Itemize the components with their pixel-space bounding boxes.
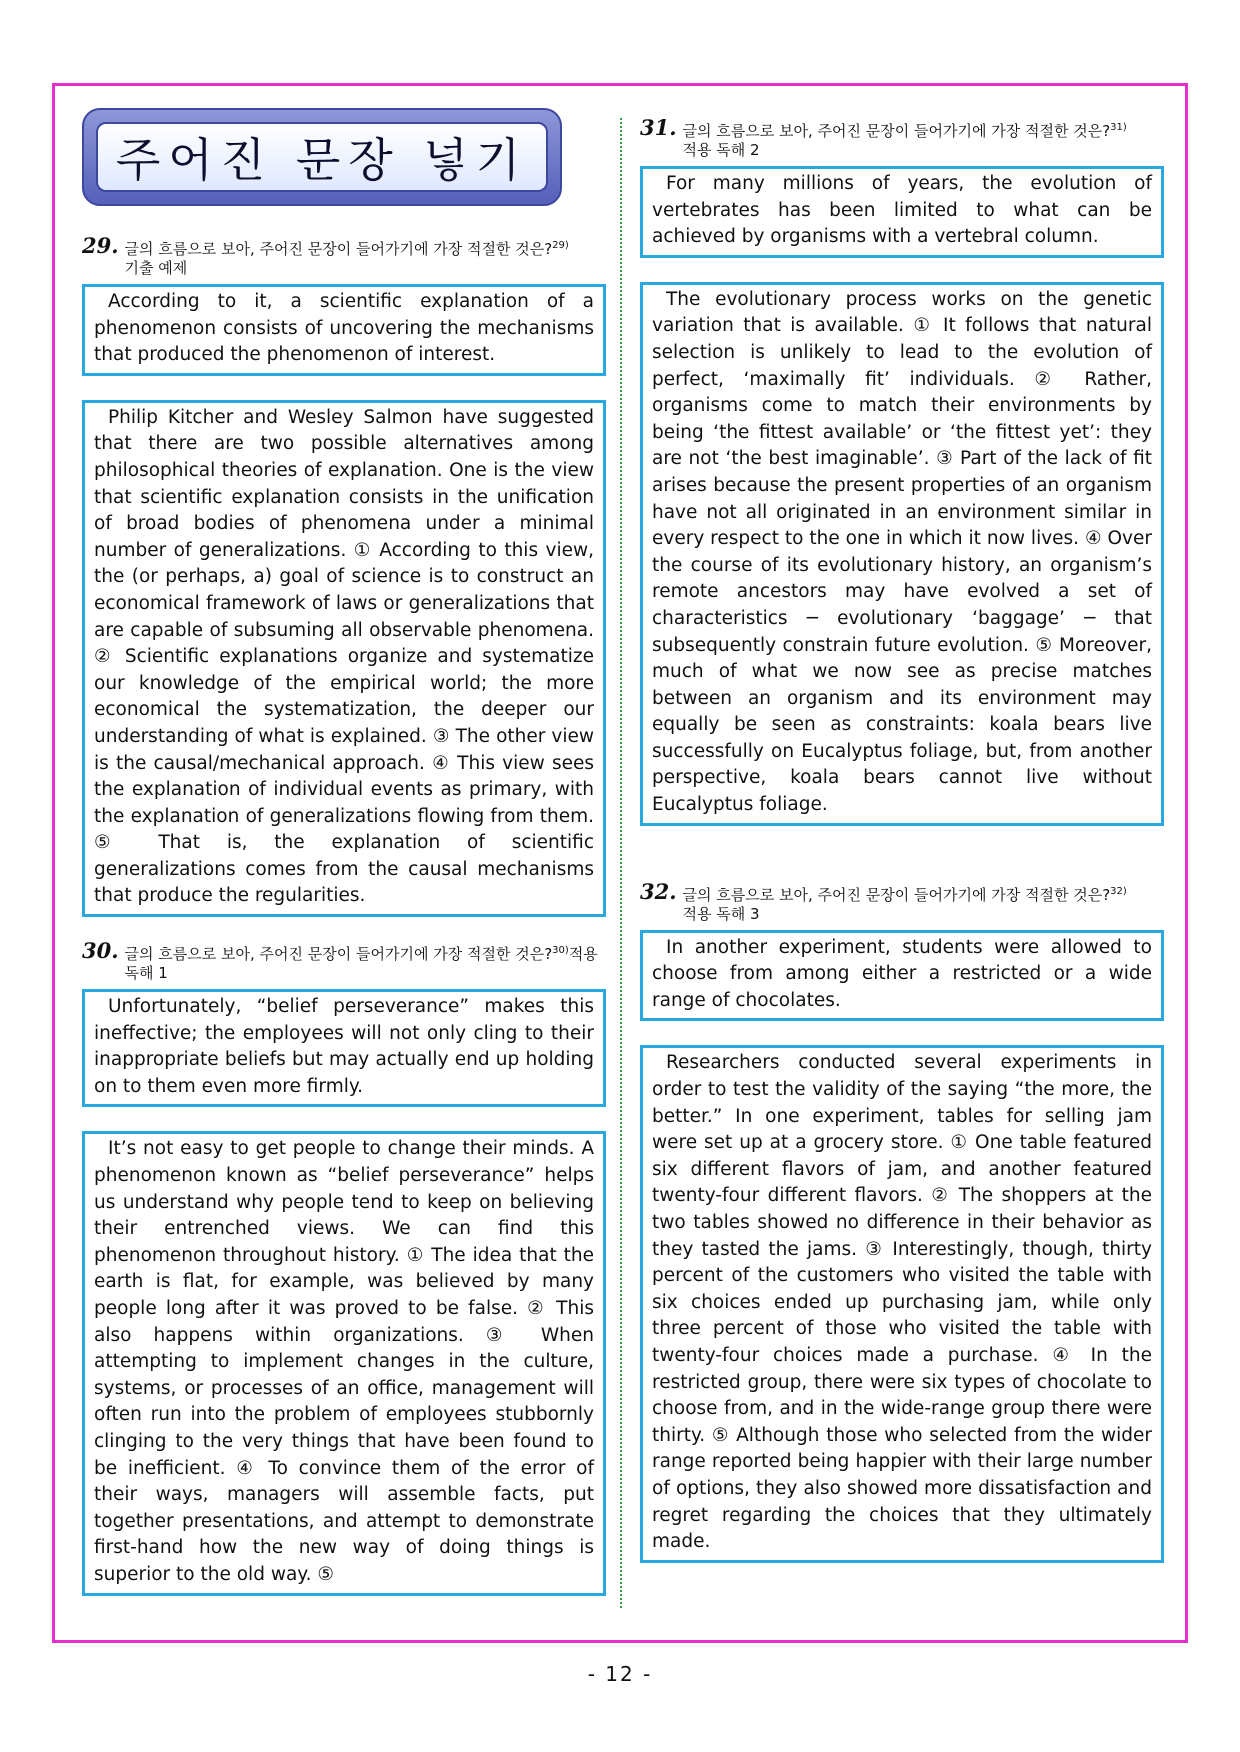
- question-source: 적용 독해 3: [682, 904, 760, 923]
- given-sentence: According to it, a scientific explanation of a phenomenon consists of uncovering the mechanisms that produced the phenomenon of interest.: [94, 291, 594, 366]
- given-sentence-box: [82, 989, 606, 1107]
- prompt-text: 글의 흐름으로 보아, 주어진 문장이 들어가기에 가장 적절한 것은?: [124, 945, 553, 964]
- question-prompt: [683, 882, 1164, 924]
- question-source: 기출 예제: [124, 259, 188, 277]
- passage-box: [82, 1131, 606, 1595]
- question-header: [82, 938, 606, 983]
- question-32: [640, 878, 1164, 1563]
- footnote-mark: 30): [552, 945, 569, 957]
- question-source: 적용 독해 1: [124, 945, 598, 983]
- question-prompt: [125, 941, 606, 983]
- given-sentence: In another experiment, students were allowed to choose from among either a restricted or a wide range of chocolates.: [652, 936, 1152, 1011]
- footnote-mark: 32): [1110, 885, 1127, 897]
- right-column: [640, 115, 1164, 1587]
- left-column: [82, 108, 606, 1620]
- question-prompt: [683, 118, 1164, 160]
- passage-text: It’s not easy to get people to change their minds. A phenomenon known as “belief perseverance” helps us understand why people tend to keep on believing their entrenched views. We can find this phenomenon throughout history. ① The idea that the earth is flat, for example, was believed by many people long after it was proved to be false. ② This also happens within organizations. ③ When attempting to implement changes in the culture, systems, or processes of an office, management will often run into the problem of employees stubbornly clinging to the very things that have been found to be inefficient. ④ To convince them of the error of their ways, managers will assemble facts, put together presentations, and attempt to demonstrate first-hand how the new way of doing things is superior to the old way. ⑤: [94, 1138, 594, 1585]
- question-prompt: [125, 236, 606, 278]
- given-sentence-box: [82, 284, 606, 376]
- question-header: [640, 115, 1164, 160]
- given-sentence-box: [640, 930, 1164, 1022]
- passage-text: Philip Kitcher and Wesley Salmon have suggested that there are two possible alternatives among philosophical theories of explanation. One is the view that scientific explanation consists in the unification of broad bodies of phenomena under a minimal number of generalizations. ① According to this view, the (or perhaps, a) goal of science is to construct an economical framework of laws or generalizations that are capable of subsuming all observable phenomena. ② Scientific explanations organize and systematize our knowledge of the empirical world; the more economical the systematization, the deeper our understanding of what is explained. ③ The other view is the causal/mechanical approach. ④ This view sees the explanation of individual events as primary, with the explanation of generalizations flowing from them. ⑤ That is, the explanation of scientific generalizations comes from the causal mechanisms that produce the regularities.: [94, 406, 594, 907]
- question-number: 32.: [640, 878, 677, 904]
- passage-text: The evolutionary process works on the genetic variation that is available. ① It follows that natural selection is unlikely to lead to the evolution of perfect, ‘maximally fit’ individuals. ② Rather, organisms come to match their environments by being ‘the fittest available’ or ‘the fittest yet’: they are not ‘the best imaginable’. ③ Part of the lack of fit arises because the present properties of an organism have not all originated in an environment similar in every respect to the one in which it now lives. ④ Over the course of its evolutionary history, an organism’s remote ancestors may have evolved a set of characteristics ─ evolutionary ‘baggage’ ─ that subsequently constrain future evolution. ⑤ Moreover, much of what we now see as precise matches between an organism and its environment may equally be seen as constraints: koala bears live successfully on Eucalyptus foliage, but, from another perspective, koala bears cannot live without Eucalyptus foliage.: [652, 288, 1152, 816]
- prompt-text: 글의 흐름으로 보아, 주어진 문장이 들어가기에 가장 적절한 것은?: [682, 122, 1111, 140]
- prompt-text: 글의 흐름으로 보아, 주어진 문장이 들어가기에 가장 적절한 것은?: [682, 885, 1111, 904]
- footnote-mark: 29): [552, 240, 569, 251]
- prompt-text: 글의 흐름으로 보아, 주어진 문장이 들어가기에 가장 적절한 것은?: [124, 240, 553, 258]
- page-number: - 12 -: [587, 1662, 653, 1686]
- footnote-mark: 31): [1110, 122, 1127, 133]
- column-divider: [620, 118, 622, 1608]
- title-banner: [82, 108, 562, 206]
- question-number: 30.: [82, 938, 119, 964]
- given-sentence: Unfortunately, “belief perseverance” makes this ineffective; the employees will not only cling to their inappropriate beliefs but may actually end up holding on to them even more firmly.: [94, 996, 594, 1097]
- question-number: 29.: [82, 233, 119, 258]
- given-sentence: For many millions of years, the evolution of vertebrates has been limited to what can be achieved by organisms with a vertebral column.: [652, 173, 1152, 248]
- given-sentence-box: [640, 166, 1164, 258]
- passage-box: [640, 1045, 1164, 1562]
- question-header: [640, 878, 1164, 924]
- page-title: 주어진 문장 넣기: [96, 122, 548, 192]
- question-source: 적용 독해 2: [682, 141, 760, 159]
- passage-box: [82, 400, 606, 917]
- question-number: 31.: [640, 115, 677, 140]
- question-29: [82, 233, 606, 917]
- passage-box: [640, 282, 1164, 826]
- question-30: [82, 938, 606, 1595]
- question-header: [82, 233, 606, 278]
- passage-text: Researchers conducted several experiments in order to test the validity of the saying “the more, the better.” In one experiment, tables for selling jam were set up at a grocery store. ① One table featured six different flavors of jam, and another featured twenty-four different flavors. ② The shoppers at the two tables showed no difference in their behavior as they tasted the jams. ③ Interestingly, though, thirty percent of the customers who visited the table with six choices ended up purchasing jam, while only three percent of those who visited the table with twenty-four choices made a purchase. ④ In the restricted group, there were six types of chocolate to choose from, and in the wide-range group there were thirty. ⑤ Although those who selected from the wider range reported being happier with their large number of options, they also showed more dissatisfaction and regret regarding the choices that they ultimately made.: [652, 1052, 1152, 1553]
- question-31: [640, 115, 1164, 826]
